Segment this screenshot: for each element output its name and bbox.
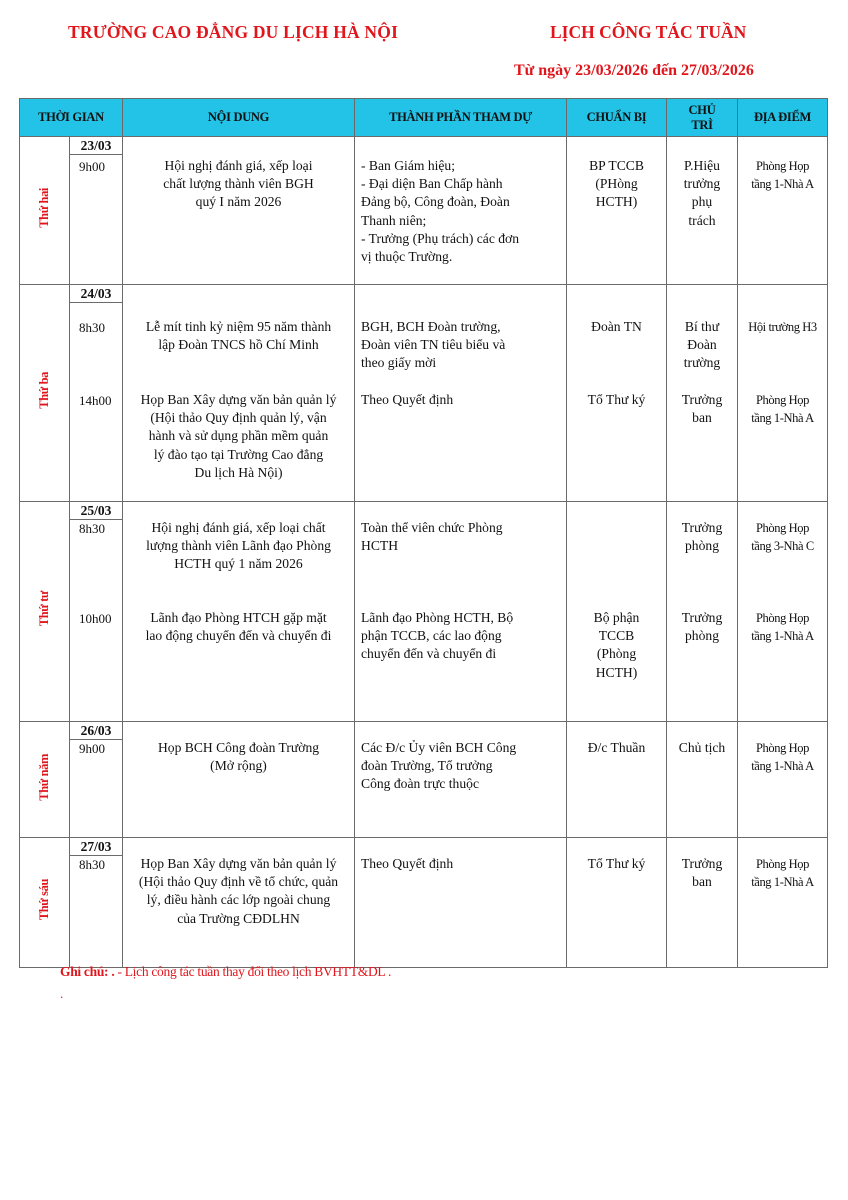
chair-cell (667, 137, 738, 285)
day-label: Thứ hai (37, 188, 51, 228)
location-cell-block (738, 302, 827, 500)
content-line: lý, điều hành các lớp ngoài chung (146, 892, 331, 908)
prep-line: Tổ Thư ký (587, 856, 646, 871)
chair-line: P.Hiệu (684, 158, 720, 173)
prep-cell (567, 838, 667, 968)
entry-time: 9h00 (79, 741, 105, 756)
entry-location (738, 391, 827, 427)
prep-line: BP TCCB (589, 158, 644, 173)
prep-line: (Phòng (596, 646, 637, 662)
location-line: Phòng Họp (755, 159, 809, 173)
participants-line: Công đoàn trực thuộc (361, 776, 479, 792)
school-name: TRƯỜNG CAO ĐẲNG DU LỊCH HÀ NỘI (68, 22, 399, 42)
entry-time: 9h00 (79, 159, 105, 174)
day-row (20, 137, 828, 285)
entry-participants (355, 855, 566, 873)
footnote (60, 964, 391, 980)
content-line: quý I năm 2026 (195, 194, 282, 210)
time-cell (70, 722, 123, 838)
time-cell (70, 285, 123, 502)
entry-location (738, 157, 827, 193)
location-line: Phòng Họp (755, 521, 809, 535)
content-line: Hội nghị đánh giá, xếp loại chất (151, 520, 326, 535)
col-header-location: ĐỊA ĐIỂM (738, 99, 828, 137)
content-cell (123, 137, 355, 285)
day-cell (20, 285, 70, 502)
entry-prep (567, 739, 666, 757)
day-row (20, 285, 828, 502)
entry-content (123, 318, 354, 354)
chair-line: phụ (691, 194, 713, 210)
chair-cell (667, 285, 738, 502)
entry-content (123, 157, 354, 212)
time-cell-block (70, 520, 122, 721)
content-cell (123, 502, 355, 722)
location-cell (738, 722, 828, 838)
chair-line: Trưởng (681, 392, 723, 407)
participants-line: vị thuộc Trường. (361, 249, 453, 265)
content-cell-block (123, 519, 354, 720)
participants-cell (355, 137, 567, 285)
location-line: tầng 1-Nhà A (751, 875, 814, 890)
participants-line: phận TCCB, các lao động (361, 628, 502, 644)
content-line: (Hội thảo Quy định về tổ chức, quản (138, 874, 339, 890)
time-cell (70, 838, 123, 968)
chair-line: Trưởng (681, 856, 723, 871)
entry-content (123, 391, 354, 482)
prep-cell (567, 285, 667, 502)
time-cell-block (70, 740, 122, 837)
content-line: Họp BCH Công đoàn Trường (157, 740, 320, 755)
entry-chair (667, 318, 737, 373)
entry-prep (567, 157, 666, 212)
participants-cell-block (355, 519, 566, 720)
participants-line: Theo Quyết định (361, 856, 454, 871)
entry-location (738, 609, 827, 645)
prep-cell-block (567, 519, 666, 720)
chair-line: trưởng (683, 176, 721, 192)
entry-location (738, 318, 827, 336)
day-date: 26/03 (70, 722, 122, 740)
entry-participants (355, 318, 566, 373)
chair-cell-block (667, 519, 737, 720)
day-label: Thứ tư (37, 591, 51, 627)
content-line: lập Đoàn TNCS hồ Chí Minh (158, 337, 319, 353)
time-cell (70, 502, 123, 722)
content-cell-block (123, 154, 354, 283)
prep-line: TCCB (598, 628, 635, 644)
prep-cell (567, 722, 667, 838)
entry-prep (567, 855, 666, 873)
participants-line: Đảng bộ, Công đoàn, Đoàn (361, 194, 510, 210)
content-line: (Hội thảo Quy định quản lý, vận (150, 410, 327, 426)
day-date: 27/03 (70, 838, 122, 856)
participants-line: HCTH (361, 538, 399, 554)
prep-cell-block (567, 739, 666, 836)
content-cell (123, 838, 355, 968)
prep-line: (PHòng (595, 176, 638, 192)
chair-cell-block (667, 302, 737, 500)
participants-line: Đoàn viên TN tiêu biểu và (361, 337, 506, 353)
participants-line: Theo Quyết định (361, 392, 454, 407)
chair-cell (667, 722, 738, 838)
entry-participants (355, 519, 566, 555)
content-cell (123, 722, 355, 838)
entry-location (738, 739, 827, 775)
date-range: Từ ngày 23/03/2026 đến 27/03/2026 (514, 62, 754, 79)
location-line: Phòng Họp (755, 857, 809, 871)
time-cell-block (70, 303, 122, 501)
content-line: lao động chuyển đến và chuyển đi (145, 628, 332, 644)
prep-line: HCTH) (595, 194, 638, 210)
prep-line: Đoàn TN (591, 319, 642, 334)
chair-line: Chủ tịch (678, 740, 726, 755)
entry-time: 8h30 (79, 857, 105, 872)
participants-line: BGH, BCH Đoàn trường, (361, 319, 501, 334)
content-line: lý đào tạo tại Trường Cao đẳng (153, 446, 324, 462)
chair-line: trách (688, 212, 716, 228)
participants-cell (355, 502, 567, 722)
participants-cell-block (355, 739, 566, 836)
chair-cell (667, 838, 738, 968)
participants-line: Các Đ/c Ủy viên BCH Công (361, 740, 517, 755)
prep-line: HCTH) (595, 664, 638, 680)
prep-line: Tổ Thư ký (587, 392, 646, 407)
chair-cell-block (667, 739, 737, 836)
prep-cell (567, 137, 667, 285)
header-row (20, 99, 828, 137)
participants-line: Lãnh đạo Phòng HCTH, Bộ (361, 610, 514, 625)
content-line: Lãnh đạo Phòng HTCH gặp mặt (150, 610, 327, 625)
prep-cell-block (567, 154, 666, 283)
entry-prep (567, 318, 666, 336)
content-line: lượng thành viên Lãnh đạo Phòng (146, 538, 331, 554)
entry-time: 8h30 (79, 320, 105, 335)
location-line: Phòng Họp (755, 393, 809, 407)
day-date: 25/03 (70, 502, 122, 520)
location-line: Phòng Họp (755, 741, 809, 755)
chair-cell (667, 502, 738, 722)
footnote-dot: . (60, 986, 64, 1001)
participants-line: theo giấy mời (361, 355, 437, 371)
location-line: tầng 1-Nhà A (751, 411, 814, 426)
entry-chair (667, 157, 737, 230)
footnote-label: Ghi chú: . (60, 964, 115, 979)
entry-time: 14h00 (79, 393, 112, 408)
location-cell-block (738, 154, 827, 283)
content-line: Hội nghị đánh giá, xếp loại (164, 158, 313, 173)
chair-line: Trưởng (681, 520, 723, 535)
participants-line: Thanh niên; (361, 212, 427, 228)
content-line: Họp Ban Xây dựng văn bản quản lý (140, 856, 337, 871)
chair-line: Trưởng (681, 610, 723, 625)
day-date: 24/03 (70, 285, 122, 303)
location-cell-block (738, 855, 827, 966)
chair-cell-block (667, 855, 737, 966)
participants-cell-block (355, 302, 566, 500)
participants-line: chuyển đến và chuyển đi (361, 646, 497, 662)
chair-line: phòng (685, 538, 719, 554)
content-line: Lễ mít tinh kỷ niệm 95 năm thành (145, 319, 332, 334)
location-line: tầng 3-Nhà C (751, 539, 814, 554)
prep-line: Bộ phận (593, 610, 640, 625)
prep-cell-block (567, 302, 666, 500)
participants-line: - Trưởng (Phụ trách) các đơn (361, 230, 520, 246)
day-label: Thứ năm (37, 753, 51, 801)
participants-cell (355, 838, 567, 968)
content-line: hành và sử dụng phần mềm quản (148, 428, 329, 444)
chair-line: phòng (685, 628, 719, 644)
time-cell-block (70, 155, 122, 284)
chair-line: Đoàn (687, 337, 717, 353)
content-cell (123, 285, 355, 502)
entry-chair (667, 519, 737, 555)
location-line: tầng 1-Nhà A (751, 759, 814, 774)
entry-chair (667, 609, 737, 645)
entry-chair (667, 855, 737, 891)
entry-location (738, 855, 827, 891)
participants-cell (355, 722, 567, 838)
day-cell (20, 838, 70, 968)
entry-participants (355, 157, 566, 266)
entry-participants (355, 609, 566, 664)
entry-prep (567, 609, 666, 682)
footnote-text: - Lịch công tác tuần thay đổi theo lịch BVHTT&DL . (114, 964, 392, 979)
day-row (20, 722, 828, 838)
entry-content (123, 855, 354, 928)
entry-time: 10h00 (79, 611, 112, 626)
content-cell-block (123, 855, 354, 966)
col-header-prep: CHUẨN BỊ (567, 99, 667, 137)
participants-cell-block (355, 855, 566, 966)
participants-line: - Đại diện Ban Chấp hành (361, 176, 503, 192)
content-line: Du lịch Hà Nội) (194, 464, 283, 480)
day-date: 23/03 (70, 137, 122, 155)
day-label: Thứ ba (37, 372, 51, 409)
time-cell (70, 137, 123, 285)
prep-cell (567, 502, 667, 722)
participants-line: - Ban Giám hiệu; (361, 158, 456, 173)
content-line: chất lượng thành viên BGH (163, 176, 314, 192)
location-cell (738, 137, 828, 285)
day-row (20, 502, 828, 722)
day-label: Thứ sáu (37, 879, 51, 921)
day-row (20, 838, 828, 968)
participants-cell (355, 285, 567, 502)
location-line: tầng 1-Nhà A (751, 177, 814, 192)
entry-participants (355, 739, 566, 794)
col-header-content: NỘI DUNG (123, 99, 355, 137)
entry-prep (567, 391, 666, 409)
content-cell-block (123, 302, 354, 500)
chair-line: ban (692, 874, 712, 890)
entry-content (123, 519, 354, 574)
day-cell (20, 722, 70, 838)
entry-time: 8h30 (79, 521, 105, 536)
prep-cell-block (567, 855, 666, 966)
location-cell (738, 838, 828, 968)
document-title: LỊCH CÔNG TÁC TUẦN (550, 22, 747, 42)
entry-location (738, 519, 827, 555)
location-line: Hội trường H3 (748, 320, 817, 334)
time-cell-block (70, 856, 122, 967)
chair-cell-block (667, 154, 737, 283)
chair-line: Bí thư (684, 319, 720, 334)
schedule-table (19, 98, 828, 968)
participants-cell-block (355, 154, 566, 283)
entry-content (123, 609, 354, 645)
chair-line: trường (683, 355, 721, 371)
day-cell (20, 137, 70, 285)
participants-line: Toàn thể viên chức Phòng (361, 520, 503, 535)
content-line: Họp Ban Xây dựng văn bản quản lý (140, 392, 337, 407)
location-line: tầng 1-Nhà A (751, 629, 814, 644)
content-cell-block (123, 739, 354, 836)
col-header-time: THỜI GIAN (20, 99, 123, 137)
content-line: HCTH quý 1 năm 2026 (174, 556, 303, 572)
participants-line: đoàn Trường, Tổ trưởng (361, 758, 493, 774)
content-line: của Trường CĐDLHN (177, 910, 300, 926)
entry-chair (667, 391, 737, 427)
location-cell-block (738, 739, 827, 836)
prep-line: Đ/c Thuần (587, 740, 646, 755)
col-header-participants: THÀNH PHẦN THAM DỰ (355, 99, 567, 137)
entry-content (123, 739, 354, 775)
chair-line: ban (692, 410, 712, 426)
col-header-chair: CHỦ TRÌ (667, 99, 738, 137)
entry-chair (667, 739, 737, 757)
day-cell (20, 502, 70, 722)
location-cell-block (738, 519, 827, 720)
content-line: (Mở rộng) (210, 758, 267, 774)
location-cell (738, 285, 828, 502)
location-line: Phòng Họp (755, 611, 809, 625)
location-cell (738, 502, 828, 722)
entry-participants (355, 391, 566, 409)
